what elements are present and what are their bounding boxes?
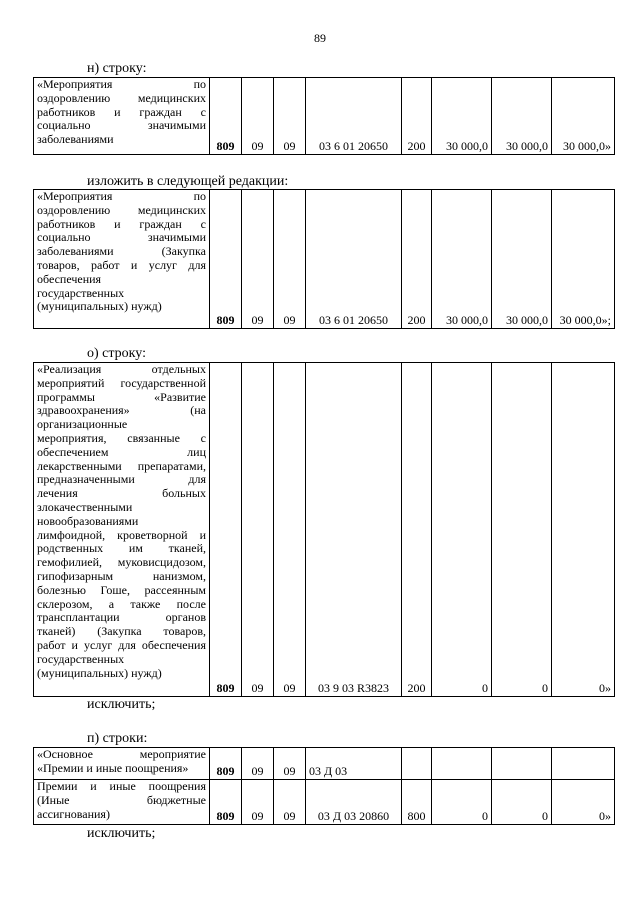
table-row — [34, 748, 615, 780]
row-description — [34, 748, 210, 780]
description-line: социально значимыми — [37, 230, 206, 245]
description-line: лимфоидной, кроветворной и — [37, 527, 206, 542]
cell-value-1: 30 000,0 — [432, 78, 492, 155]
cell-value-2 — [492, 748, 552, 780]
description-line: гемофилией, муковисцидозом, — [37, 555, 206, 570]
description-line: «Основное мероприятие — [37, 747, 206, 761]
description-line: работников и граждан с — [37, 216, 206, 231]
cell-rz: 09 — [242, 780, 274, 825]
cell-rz: 09 — [242, 363, 274, 697]
description-line: социально значимыми — [37, 118, 206, 133]
description-line: родственных им тканей, — [37, 541, 206, 556]
cell-pr: 09 — [274, 363, 306, 697]
row-description — [34, 78, 210, 155]
description-line: лекарственными препаратами, — [37, 458, 206, 473]
cell-grbs: 809 — [210, 780, 242, 825]
description-line: мероприятий государственной — [37, 375, 206, 390]
cell-csr: 03 9 03 R3823 — [306, 363, 402, 697]
description-line: государственных — [37, 285, 125, 300]
table-o — [33, 362, 615, 697]
cell-value-3: 30 000,0» — [552, 78, 615, 155]
description-line: «Реализация отдельных — [37, 362, 206, 376]
description-line: гипофизарным нанизмом, — [37, 568, 206, 583]
description-line: Премии и иные поощрения — [37, 779, 206, 793]
description-line: организационные — [37, 417, 128, 432]
description-line: (Иные бюджетные — [37, 792, 206, 807]
cell-grbs: 809 — [210, 190, 242, 329]
description-line: тканей) (Закупка товаров, — [37, 624, 206, 639]
cell-vr: 200 — [402, 78, 432, 155]
row-description — [34, 363, 210, 697]
description-line: здравоохранения» (на — [37, 403, 206, 418]
cell-pr: 09 — [274, 190, 306, 329]
cell-pr: 09 — [274, 78, 306, 155]
cell-vr: 200 — [402, 190, 432, 329]
cell-csr: 03 Д 03 — [306, 748, 402, 780]
cell-value-2: 0 — [492, 780, 552, 825]
cell-value-2: 0 — [492, 363, 552, 697]
description-line: предназначенными для — [37, 472, 206, 487]
cell-pr: 09 — [274, 780, 306, 825]
description-line: работников и граждан с — [37, 104, 206, 119]
cell-vr — [402, 748, 432, 780]
table-row — [34, 363, 615, 697]
description-line: (муниципальных) нужд) — [37, 299, 162, 314]
cell-value-1: 0 — [432, 363, 492, 697]
section-n-new-label: изложить в следующей редакции: — [87, 174, 289, 189]
cell-grbs: 809 — [210, 748, 242, 780]
cell-value-2: 30 000,0 — [492, 190, 552, 329]
table-n-new — [33, 189, 615, 329]
cell-csr: 03 6 01 20650 — [306, 190, 402, 329]
description-line: болезнью Гоше, рассеянным — [37, 582, 206, 597]
cell-value-3: 0» — [552, 780, 615, 825]
cell-value-3: 30 000,0»; — [552, 190, 615, 329]
cell-rz: 09 — [242, 78, 274, 155]
description-line: трансплантации органов — [37, 610, 206, 625]
cell-value-1: 0 — [432, 780, 492, 825]
description-line: «Мероприятия по — [37, 189, 206, 203]
description-line: заболеваниями (Закупка — [37, 244, 206, 259]
cell-grbs: 809 — [210, 78, 242, 155]
row-description — [34, 780, 210, 825]
table-row — [34, 190, 615, 329]
description-line: склерозом, а также после — [37, 596, 206, 611]
description-line: оздоровлению медицинских — [37, 202, 206, 217]
section-p-label: п) строки: — [87, 731, 148, 746]
cell-grbs: 809 — [210, 363, 242, 697]
cell-value-1: 30 000,0 — [432, 190, 492, 329]
table-p — [33, 747, 615, 825]
cell-value-3 — [552, 748, 615, 780]
description-line: обеспечением лиц — [37, 444, 206, 459]
cell-value-3: 0» — [552, 363, 615, 697]
table-row — [34, 780, 615, 825]
cell-pr: 09 — [274, 748, 306, 780]
description-line: ассигнования) — [37, 806, 110, 821]
description-line: оздоровлению медицинских — [37, 90, 206, 105]
table-row — [34, 78, 615, 155]
section-o-exclude: исключить; — [87, 697, 156, 712]
cell-vr: 800 — [402, 780, 432, 825]
cell-rz: 09 — [242, 190, 274, 329]
section-p-exclude: исключить; — [87, 826, 156, 841]
description-line: лечения больных — [37, 486, 206, 501]
section-o-label: о) строку: — [87, 346, 146, 361]
table-n-old — [33, 77, 615, 155]
description-line: работ и услуг для обеспечения — [37, 637, 206, 652]
description-line: «Мероприятия по — [37, 77, 206, 91]
cell-vr: 200 — [402, 363, 432, 697]
description-line: «Премии и иные поощрения» — [37, 760, 189, 775]
section-n-label: н) строку: — [87, 61, 147, 76]
cell-csr: 03 Д 03 20860 — [306, 780, 402, 825]
description-line: злокачественными — [37, 499, 133, 514]
cell-value-2: 30 000,0 — [492, 78, 552, 155]
description-line: мероприятия, связанные с — [37, 430, 206, 445]
description-line: новообразованиями — [37, 513, 139, 528]
cell-csr: 03 6 01 20650 — [306, 78, 402, 155]
description-line: обеспечения — [37, 271, 102, 286]
cell-value-1 — [432, 748, 492, 780]
description-line: государственных — [37, 651, 125, 666]
description-line: товаров, работ и услуг для — [37, 257, 206, 272]
description-line: заболеваниями — [37, 132, 114, 147]
description-line: (муниципальных) нужд) — [37, 665, 162, 680]
description-line: программы «Развитие — [37, 389, 206, 404]
cell-rz: 09 — [242, 748, 274, 780]
row-description — [34, 190, 210, 329]
page-number: 89 — [314, 31, 326, 45]
